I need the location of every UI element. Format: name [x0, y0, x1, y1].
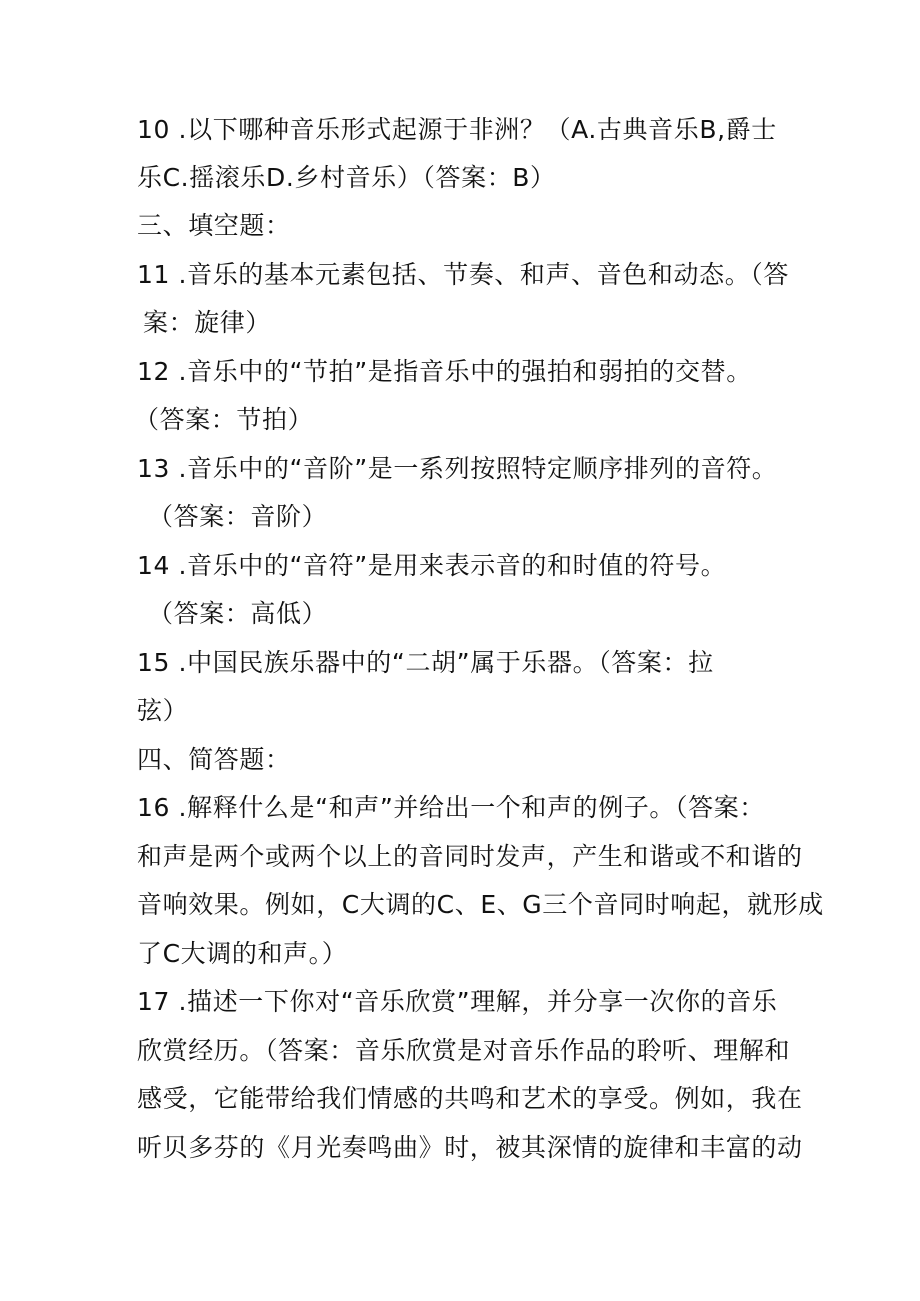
question-15-line-1: 15 .中国民族乐器中的“二胡”属于乐器。（答案：拉 — [137, 648, 714, 677]
question-16-line-2: 和声是两个或两个以上的音同时发声，产生和谐或不和谐的 — [137, 842, 803, 871]
section-heading-fill-in: 三、填空题： — [137, 211, 291, 240]
question-16-line-3: 音响效果。例如，C大调的C、E、G三个音同时响起，就形成 — [137, 890, 824, 919]
question-17-line-4: 听贝多芬的《月光奏鸣曲》时，被其深情的旋律和丰富的动 — [137, 1133, 803, 1162]
question-11-line-2: 案：旋律） — [143, 308, 272, 337]
question-14-line-1: 14 .音乐中的“音符”是用来表示音的和时值的符号。 — [137, 551, 727, 580]
question-17-line-1: 17 .描述一下你对“音乐欣赏”理解，并分享一次你的音乐 — [137, 987, 778, 1016]
question-16-line-4: 了C大调的和声。） — [137, 939, 348, 968]
question-10-line-1: 10 .以下哪种音乐形式起源于非洲？（A.古典音乐B,爵士 — [137, 115, 777, 144]
question-14-line-2: （答案：高低） — [148, 599, 328, 628]
question-15-line-2: 弦） — [137, 696, 189, 725]
question-13-line-2: （答案：音阶） — [148, 502, 328, 531]
question-17-line-2: 欣赏经历。（答案：音乐欣赏是对音乐作品的聆听、理解和 — [137, 1036, 791, 1065]
question-16-line-1: 16 .解释什么是“和声”并给出一个和声的例子。（答案： — [137, 793, 765, 822]
question-13-line-1: 13 .音乐中的“音阶”是一系列按照特定顺序排列的音符。 — [137, 454, 778, 483]
question-12-line-2: （答案：节拍） — [134, 405, 314, 434]
question-17-line-3: 感受，它能带给我们情感的共鸣和艺术的享受。例如，我在 — [137, 1084, 803, 1113]
question-10-line-2: 乐C.摇滚乐D.乡村音乐）（答案：B） — [137, 163, 556, 192]
section-heading-short-answer: 四、简答题： — [137, 745, 291, 774]
question-12-line-1: 12 .音乐中的“节拍”是指音乐中的强拍和弱拍的交替。 — [137, 357, 752, 386]
question-11-line-1: 11 .音乐的基本元素包括、节奏、和声、音色和动态。（答 — [137, 260, 790, 289]
